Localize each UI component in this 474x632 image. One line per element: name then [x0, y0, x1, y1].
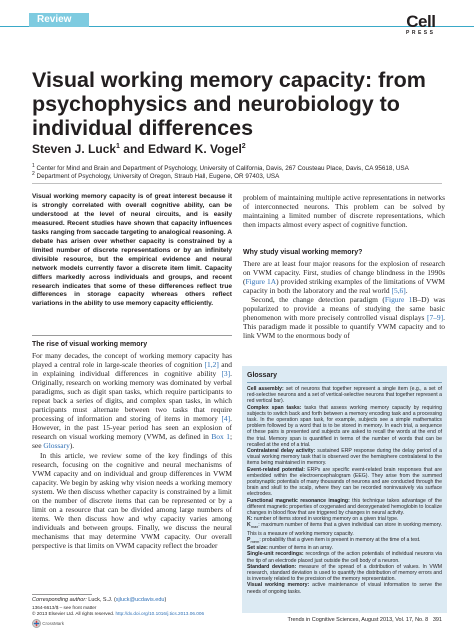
issn: 1364-6613/$ – see front matter — [32, 605, 97, 610]
journal-footer — [287, 617, 442, 623]
glossary-definition: measure of the spread of a distribution of values. In VWM research, standard deviation is used to quantify the distribution of memory errors and is inversely related to the precision of the memory representation. — [247, 563, 442, 583]
doi-link[interactable]: http://dx.doi.org/10.1016/j.tics.2013.06.006 — [115, 611, 205, 616]
figure-link[interactable]: Figure 1A — [245, 277, 277, 287]
glossary-term-subscript: mem — [250, 538, 260, 544]
logo-sub: PRESS — [406, 30, 436, 36]
corresponding-label: Corresponding author: — [32, 597, 87, 603]
glossary-term: Set size: — [247, 545, 268, 552]
abstract-rule — [32, 335, 232, 336]
journal-citation: Trends in Cognitive Sciences, August 2013, Vol. 17, No. 8 — [287, 617, 429, 623]
glossary-term: P — [247, 536, 251, 543]
right-paragraph-2 — [243, 295, 445, 340]
glossary-term: Contralateral delay activity: — [247, 448, 316, 455]
header-separator — [32, 183, 442, 184]
glossary-title: Glossary — [247, 372, 277, 379]
author-1: Steven J. Luck — [32, 142, 117, 156]
text-run: ). — [69, 441, 75, 451]
glossary-entry — [247, 522, 442, 536]
glossary-definition: : maximum number of items that a given individual can store in working memory. This is a measure of working memory capacity. — [247, 522, 442, 537]
citation-link[interactable]: [4] — [221, 414, 231, 424]
glossary-definition: sustained ERP response during the delay period of a visual working memory task that is observed over the hemisphere contralateral to the items being maintained in memory. — [247, 448, 443, 467]
email-link[interactable]: sjluck@ucdavis.edu — [115, 597, 165, 603]
glossary-entry — [247, 386, 442, 405]
glossary-term: Standard deviation: — [247, 563, 297, 570]
glossary-entry — [247, 467, 442, 498]
right-top-paragraph: problem of maintaining multiple active representations in networks of interconnected neurons. This problem can be solved by maintaining a limited number of discrete representations, which then impacts almost every aspect of cognitive function. — [243, 193, 445, 230]
glossary-entry — [247, 582, 442, 594]
glossary-term-subscript: max — [250, 524, 259, 530]
text-run: and in explaining individual differences in cognitive ability — [32, 360, 232, 379]
glossary-entry — [247, 448, 442, 467]
glossary-entry — [247, 564, 442, 583]
glossary-term: Visual working memory: — [247, 582, 310, 589]
text-run: . This paradigm made it possible to quantify VWM capacity and to link VWM to the enormous body of — [243, 313, 445, 341]
citation-link[interactable]: [1,2] — [204, 360, 219, 370]
crossmark-badge[interactable] — [32, 619, 72, 628]
glossary-definition: this technique takes advantage of the different magnetic properties of oxygenated and deoxygenated hemoglobin to localize changes in blood flow that are triggered by changes in neural activity. — [247, 497, 442, 517]
glossary-entry — [247, 551, 442, 563]
text-run: B–D) was popularized to provide a means of studying the same basic phenomenon with more precisely controlled visual displays — [243, 295, 445, 323]
section-heading: The rise of visual working memory — [32, 341, 148, 348]
left-body — [32, 351, 232, 596]
text-run: Second, the change detection paradigm ( — [251, 295, 385, 305]
glossary-definition: active maintenance of visual information to serve the needs of ongoing tasks. — [247, 582, 443, 595]
glossary-definition: recordings of the action potentials of individual neurons via the tip of an electrode placed just outside the cell body of a neuron. — [247, 551, 442, 564]
glossary-box — [242, 366, 447, 613]
glossary-term: Single-unit recordings: — [247, 551, 304, 558]
text-run: . However, in the past 15-year period has seen an explosion of research on visual working memory (VWM, as defined in — [32, 414, 232, 442]
glossary-entry — [247, 537, 442, 545]
aff-2-sup: 2 — [32, 171, 35, 177]
crossmark-icon — [32, 619, 41, 628]
corresponding-author — [32, 597, 166, 603]
abstract: Visual working memory capacity is of great interest because it is strongly correlated with overall cognitive ability, can be understood at the level of neural circuits, and is easily measured. Recent studies have shown that capacity influences tasks ranging from saccade targeting to analogical reasoning. A debate has arisen over whether capacity is constrained by a limited number of discrete representations or by an infinitely divisible resource, but the empirical evidence and neural network models currently favor a discrete item limit. Capacity differs markedly across individuals and groups, and recent research indicates that some of these differences reflect true differences in storage capacity whereas others reflect variations in the ability to use memory capacity efficiently. — [32, 193, 232, 308]
affiliation-2 — [32, 170, 452, 181]
citation-link[interactable]: [3] — [221, 369, 231, 379]
glossary-entries — [247, 386, 442, 595]
aff-1-text: Center for Mind and Brain and Department of Psychology, University of California, Davis, 267 Cousteau Place, Davis, CA 95618, USA — [36, 165, 409, 173]
page-number: 391 — [432, 617, 442, 623]
text-run: . — [405, 286, 408, 296]
text-run: ; see — [32, 432, 232, 451]
text-run: There are at least four major reasons for the explosion of research on VWM capacity. First, studies of change blindness in the 1990s ( — [243, 259, 445, 287]
right-paragraph-1 — [243, 259, 445, 295]
author-and: and — [123, 142, 145, 156]
glossary-term: Complex span tasks: — [247, 404, 302, 411]
right-column — [243, 193, 445, 376]
glossary-term: Event-related potential: — [247, 466, 305, 473]
glossary-term: Cell assembly: — [247, 386, 284, 392]
crossmark-label: CrossMark — [42, 621, 65, 626]
glossary-definition: tasks that assess working memory capacity by requiring subjects to switch back and forth between a memory encoding task and a processing task. In the operation span task, for example, subjects see a simple mathematics problem followed by a word that is to be stored in memory. In each trial, a sequence of these pairs is presented and subjects are asked to recall the words at the end of the trial. Memory span is quantified in terms of the number of words that can be recalled at the end of a trial. — [247, 404, 442, 448]
text-run: . Originally, research on working memory was dominated by verbal paradigms, such as digit span tasks, which require participants to repeat back a series of digits, and complex span tasks, in which participants must alternate between two tasks that require processing of information and storing of items in memory — [32, 369, 232, 424]
glossary-entry — [247, 498, 442, 517]
figure-link[interactable]: Figure 1 — [384, 295, 413, 305]
glossary-term: Functional magnetic resonance imaging: — [247, 497, 350, 504]
copyright-text: © 2013 Elsevier Ltd. All rights reserved. — [32, 611, 116, 616]
glossary-rule — [247, 382, 442, 383]
glossary-definition: number of items in an array. — [267, 545, 333, 552]
citation-link[interactable]: [7–9] — [427, 313, 444, 323]
aff-1-sup: 1 — [32, 163, 35, 169]
left-paragraph-1 — [32, 351, 232, 451]
left-paragraph-2: In this article, we review some of the key findings of this research, focusing on the cognitive and neural mechanisms of VWM capacity and on individual and group differences in VWM capacity. We begin by asking why vision needs a working memory system. We then discuss whether capacity is constrained by a limit on the number of discrete items that can be represented or by a limit on a resource that can be divided among large numbers of items. We then discuss how and why capacity varies among individuals and between groups. Finally, we discuss the neural mechanisms that may determine VWM capacity. Our overall perspective is that limits on VWM capacity reflect the broader — [32, 450, 232, 550]
glossary-definition: number of items stored in working memory on a given trial type. — [252, 516, 399, 523]
article-title: Visual working memory capacity: from psychophysics and neurobiology to individual differences — [32, 68, 426, 140]
section-tab: Review — [29, 13, 89, 27]
author-1-sup: 1 — [116, 143, 120, 150]
author-2: Edward K. Vogel — [147, 142, 242, 156]
citation-link[interactable]: [5,6] — [391, 286, 406, 296]
author-2-sup: 2 — [241, 143, 246, 150]
logo-main: Cell — [406, 12, 436, 31]
glossary-definition: ERPs are specific event-related brain responses that are embedded within the electroencephalogram (EEG). They arise from the summed postsynaptic potentials of many thousands of neurons and are conducted through the brain and skull to the scalp, where they can be recorded noninvasively via surface electrodes. — [247, 466, 442, 498]
cell-press-logo — [406, 14, 435, 36]
authors — [32, 142, 246, 156]
text-run: ) provided striking examples of the limitations of VWM capacity in both the laboratory and the real world — [243, 277, 445, 296]
corresponding-close: ) — [164, 597, 167, 603]
left-column — [32, 340, 232, 596]
subsection-heading: Why study visual working memory? — [243, 249, 363, 256]
glossary-term: K: — [247, 516, 253, 523]
corresponding-name: Luck, S.J. ( — [86, 597, 116, 603]
glossary-link[interactable]: Glossary — [43, 441, 70, 451]
glossary-definition: set of neurons that together represent a single item (e.g., a set of red-selective neurons and a set of vertical-selective neurons that together represent a red vertical bar). — [247, 386, 442, 405]
aff-2-text: Department of Psychology, University of Oregon, Straub Hall, Eugene, OR 97403, USA — [36, 173, 280, 181]
footnote-rule — [32, 594, 92, 595]
glossary-term: K — [247, 522, 251, 529]
right-body — [243, 259, 445, 376]
glossary-definition: : probability that a given item is present in memory at the time of a test. — [259, 536, 421, 543]
box-link[interactable]: Box 1 — [211, 432, 230, 442]
glossary-entry — [247, 405, 442, 448]
text-run: For many decades, the concept of working memory capacity has played a central role in large-scale theories of cognition — [32, 351, 232, 370]
